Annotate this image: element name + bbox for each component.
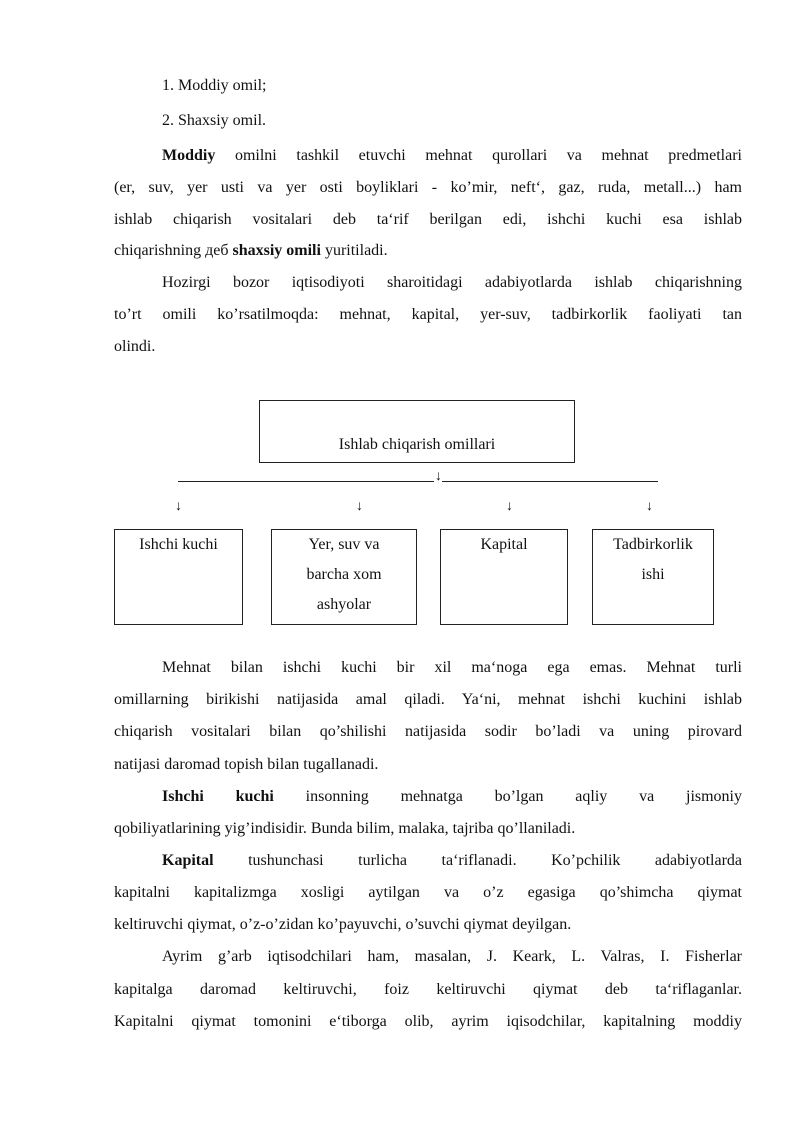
connector-line-right — [442, 481, 658, 482]
list-item-1: 1. Moddiy omil; — [162, 77, 267, 94]
factor-box-entrepreneurship: Tadbirkorlik ishi — [592, 529, 714, 625]
para2-line3: olindi. — [114, 338, 156, 355]
diagram-title-box — [259, 400, 575, 463]
para4-line2: qobiliyatlarining yig’indisidir. Bunda bilim, malaka, tajriba qo’llaniladi. — [114, 820, 576, 837]
para3-line3: chiqarish vositalari bilan qo’shilishi natijasida sodir bo’ladi va uning pirovard — [114, 723, 742, 740]
bold-term-kapital: Kapital — [162, 852, 214, 869]
para1-line1: Moddiy omilni tashkil etuvchi mehnat qurollari va mehnat predmetlari — [162, 147, 742, 164]
arrow-to-box-3: ↓ — [506, 499, 513, 514]
bold-term-ishchi-kuchi: Ishchi kuchi — [162, 788, 274, 805]
arrow-to-box-1: ↓ — [175, 499, 182, 514]
para4-line1: Ishchi kuchi insonning mehnatga bo’lgan aqliy va jismoniy — [162, 788, 743, 805]
para3-line1: Mehnat bilan ishchi kuchi bir xil ma‘noga ega emas. Mehnat turli — [162, 659, 742, 676]
list-item-2: 2. Shaxsiy omil. — [162, 112, 267, 129]
para5-line3: keltiruvchi qiymat, o’z-o’zidan ko’payuvchi, o’suvchi qiymat deyilgan. — [114, 916, 572, 933]
bold-term-moddiy: Moddiy — [162, 147, 216, 164]
connector-arrow-center: ↓ — [435, 469, 442, 484]
para6-line3: Kapitalni qiymat tomonini e‘tiborga olib, ayrim iqisodchilar, kapitalning moddiy — [114, 1013, 742, 1030]
diagram-title: Ishlab chiqarish omillari — [338, 436, 496, 453]
para2-line1: Hozirgi bozor iqtisodiyoti sharoitidagi adabiyotlarda ishlab chiqarishning — [162, 274, 742, 291]
connector-line-left — [178, 481, 434, 482]
para1-line3: ishlab chiqarish vositalari deb ta‘rif berilgan edi, ishchi kuchi esa ishlab — [114, 211, 742, 228]
arrow-to-box-4: ↓ — [646, 499, 653, 514]
para3-line2: omillarning birikishi natijasida amal qiladi. Ya‘ni, mehnat ishchi kuchini ishlab — [114, 691, 742, 708]
para3-line4: natijasi daromad topish bilan tugallanadi. — [114, 756, 379, 773]
para1-line4: chiqarishning деб shaxsiy omili yuritiladi. — [114, 242, 388, 259]
arrow-to-box-2: ↓ — [356, 499, 363, 514]
factor-box-land: Yer, suv va barcha xom ashyolar — [271, 529, 417, 625]
para6-line1: Ayrim g’arb iqtisodchilari ham, masalan, J. Keark, L. Valras, I. Fisherlar — [162, 948, 742, 965]
factor-box-capital: Kapital — [440, 529, 568, 625]
para2-line2: to’rt omili ko’rsatilmoqda: mehnat, kapital, yer-suv, tadbirkorlik faoliyati tan — [114, 306, 742, 323]
para5-line2: kapitalni kapitalizmga xosligi aytilgan va o’z egasiga qo’shimcha qiymat — [114, 884, 742, 901]
para5-line1: Kapital tushunchasi turlicha ta‘riflanadi. Ko’pchilik adabiyotlarda — [162, 852, 743, 869]
para1-line2: (er, suv, yer usti va yer osti boyliklari - ko’mir, neft‘, gaz, ruda, metall...) ham — [114, 179, 742, 196]
factor-box-labor: Ishchi kuchi — [114, 529, 243, 625]
para6-line2: kapitalga daromad keltiruvchi, foiz keltiruvchi qiymat deb ta‘riflaganlar. — [114, 981, 742, 998]
bold-term-shaxsiy: shaxsiy omili — [232, 242, 321, 259]
